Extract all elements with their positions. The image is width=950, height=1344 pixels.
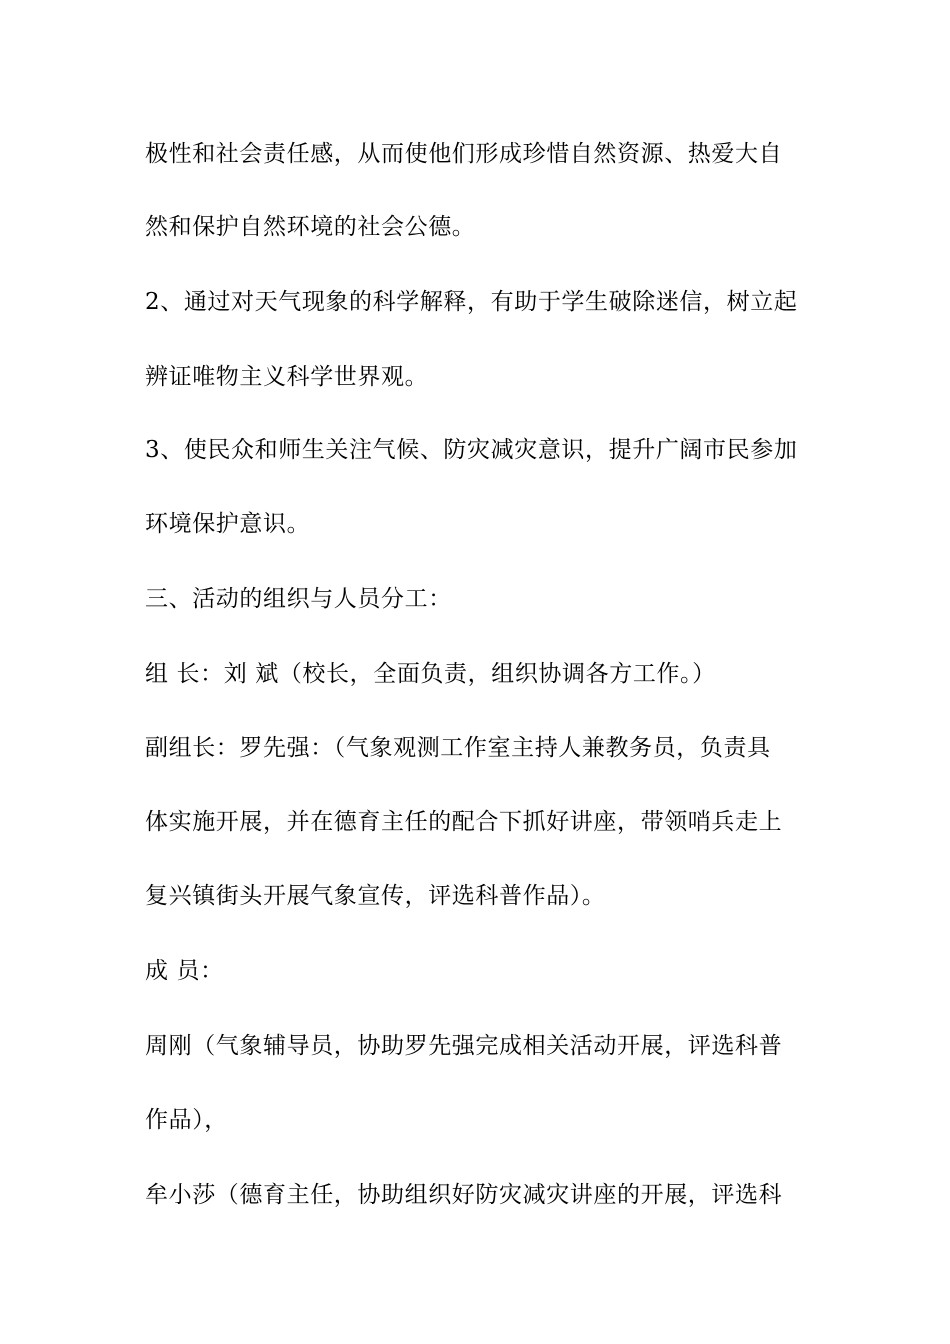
- text-line-12: 成 员：: [145, 958, 224, 984]
- text-line-11: 复兴镇街头开展气象宣传，评选科普作品）。: [145, 883, 606, 909]
- text-line-15: 牟小莎（德育主任，协助组织好防灾减灾讲座的开展，评选科: [145, 1182, 783, 1208]
- section-heading: 三、活动的组织与人员分工：: [145, 586, 452, 612]
- text-line-13: 周刚（气象辅导员，协助罗先强完成相关活动开展，评选科普: [145, 1033, 783, 1059]
- text-line-10: 体实施开展，并在德育主任的配合下抓好讲座，带领哨兵走上: [145, 809, 783, 835]
- text-line-9: 副组长：罗先强：（气象观测工作室主持人兼教务员，负责具: [145, 735, 771, 761]
- text-line-1: 极性和社会责任感，从而使他们形成珍惜自然资源、热爱大自: [145, 141, 783, 167]
- text-line-14: 作品），: [145, 1107, 228, 1133]
- text-line-8: 组 长：刘 斌（校长，全面负责，组织协调各方工作。）: [145, 661, 716, 687]
- text-line-3: 2、通过对天气现象的科学解释，有助于学生破除迷信，树立起: [145, 289, 798, 315]
- text-line-2: 然和保护自然环境的社会公德。: [145, 214, 476, 240]
- text-line-5: 3、使民众和师生关注气候、防灾减灾意识，提升广阔市民参加: [145, 437, 798, 463]
- text-line-6: 环境保护意识。: [145, 511, 311, 537]
- text-line-4: 辨证唯物主义科学世界观。: [145, 364, 429, 390]
